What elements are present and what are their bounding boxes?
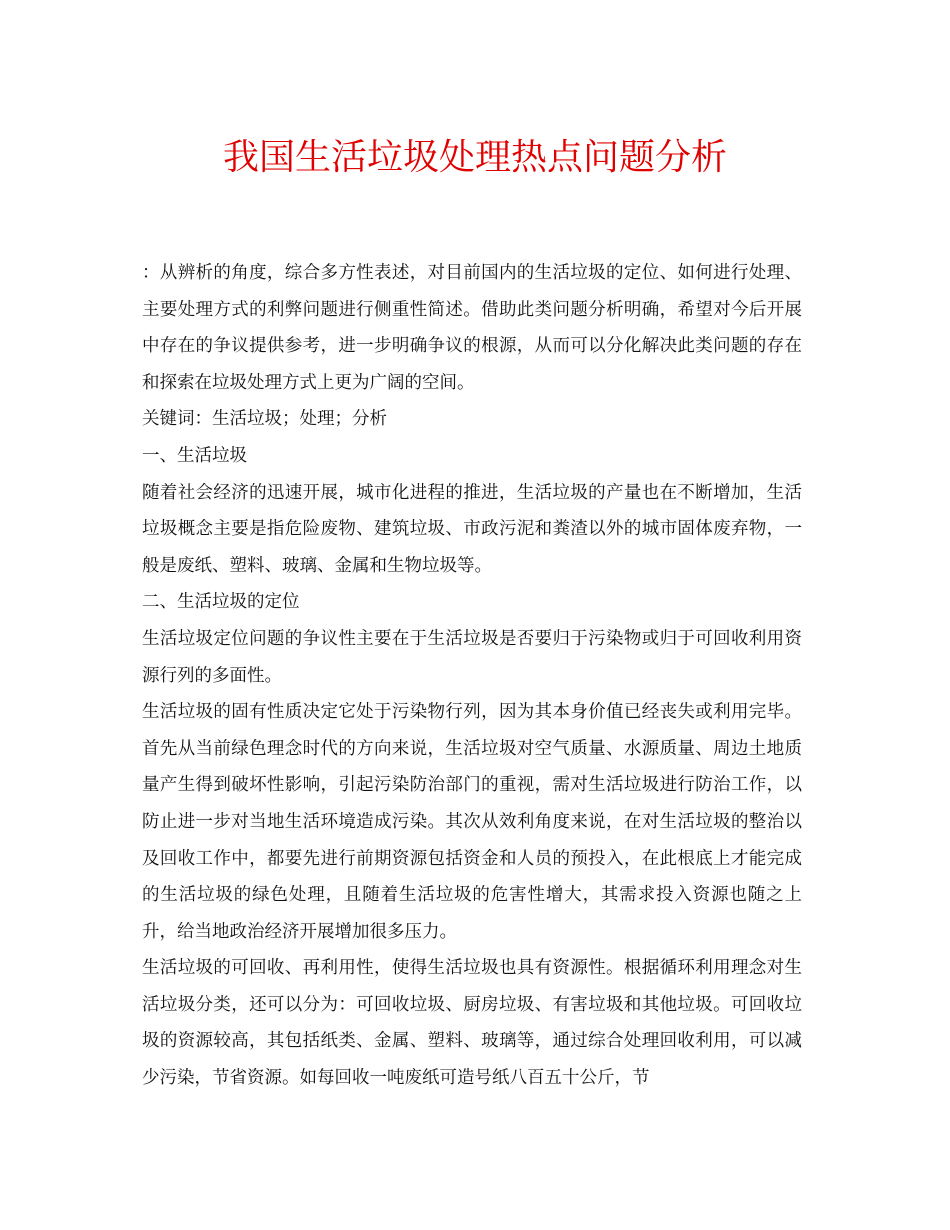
section-heading-1: 一、生活垃圾 bbox=[142, 445, 247, 466]
body-paragraph: 生活垃圾的固有性质决定它处于污染物行列，因为其本身价值已经丧失或利用完毕。首先从当前绿色理念时代的方向来说，生活垃圾对空气质量、水源质量、周边土地质量产生得到破坏性影响，引起污染防治部门的重视，需对生活垃圾进行防治工作，以防止进一步对当地生活环境造成污染。其次从效利角度来说，在对生活垃圾的整治以及回收工作中，都要先进行前期资源包括资金和人员的预投入，在此根底上才能完成的生活垃圾的绿色处理，且随着生活垃圾的危害性增大，其需求投入资源也随之上升，给当地政治经济开展增加很多压力。 bbox=[142, 702, 802, 942]
body-paragraph: 随着社会经济的迅速开展，城市化进程的推进，生活垃圾的产量也在不断增加，生活垃圾概念主要是指危险废物、建筑垃圾、市政污泥和粪渣以外的城市固体废弃物，一般是废纸、塑料、玻璃、金属和生物垃圾等。 bbox=[142, 482, 802, 576]
abstract-paragraph: ：从辨析的角度，综合多方性表述，对目前国内的生活垃圾的定位、如何进行处理、主要处理方式的利弊问题进行侧重性简述。借助此类问题分析明确，希望对今后开展中存在的争议提供参考，进一步明确争议的根源，从而可以分化解决此类问题的存在和探索在垃圾处理方式上更为广阔的空间。 bbox=[142, 263, 802, 393]
document-title: 我国生活垃圾处理热点问题分析 bbox=[222, 137, 727, 178]
section-heading-2: 二、生活垃圾的定位 bbox=[142, 592, 300, 613]
document-body bbox=[142, 255, 802, 1097]
body-paragraph: 生活垃圾定位问题的争议性主要在于生活垃圾是否要归于污染物或归于可回收利用资源行列的多面性。 bbox=[142, 628, 802, 686]
body-paragraph: 生活垃圾的可回收、再利用性，使得生活垃圾也具有资源性。根据循环利用理念对生活垃圾分类，还可以分为：可回收垃圾、厨房垃圾、有害垃圾和其他垃圾。可回收垃圾的资源较高，其包括纸类、金属、塑料、玻璃等，通过综合处理回收利用，可以减少污染，节省资源。如每回收一吨废纸可造号纸八百五十公斤，节 bbox=[142, 958, 802, 1089]
keywords-line: 关键词：生活垃圾；处理；分析 bbox=[142, 409, 387, 430]
